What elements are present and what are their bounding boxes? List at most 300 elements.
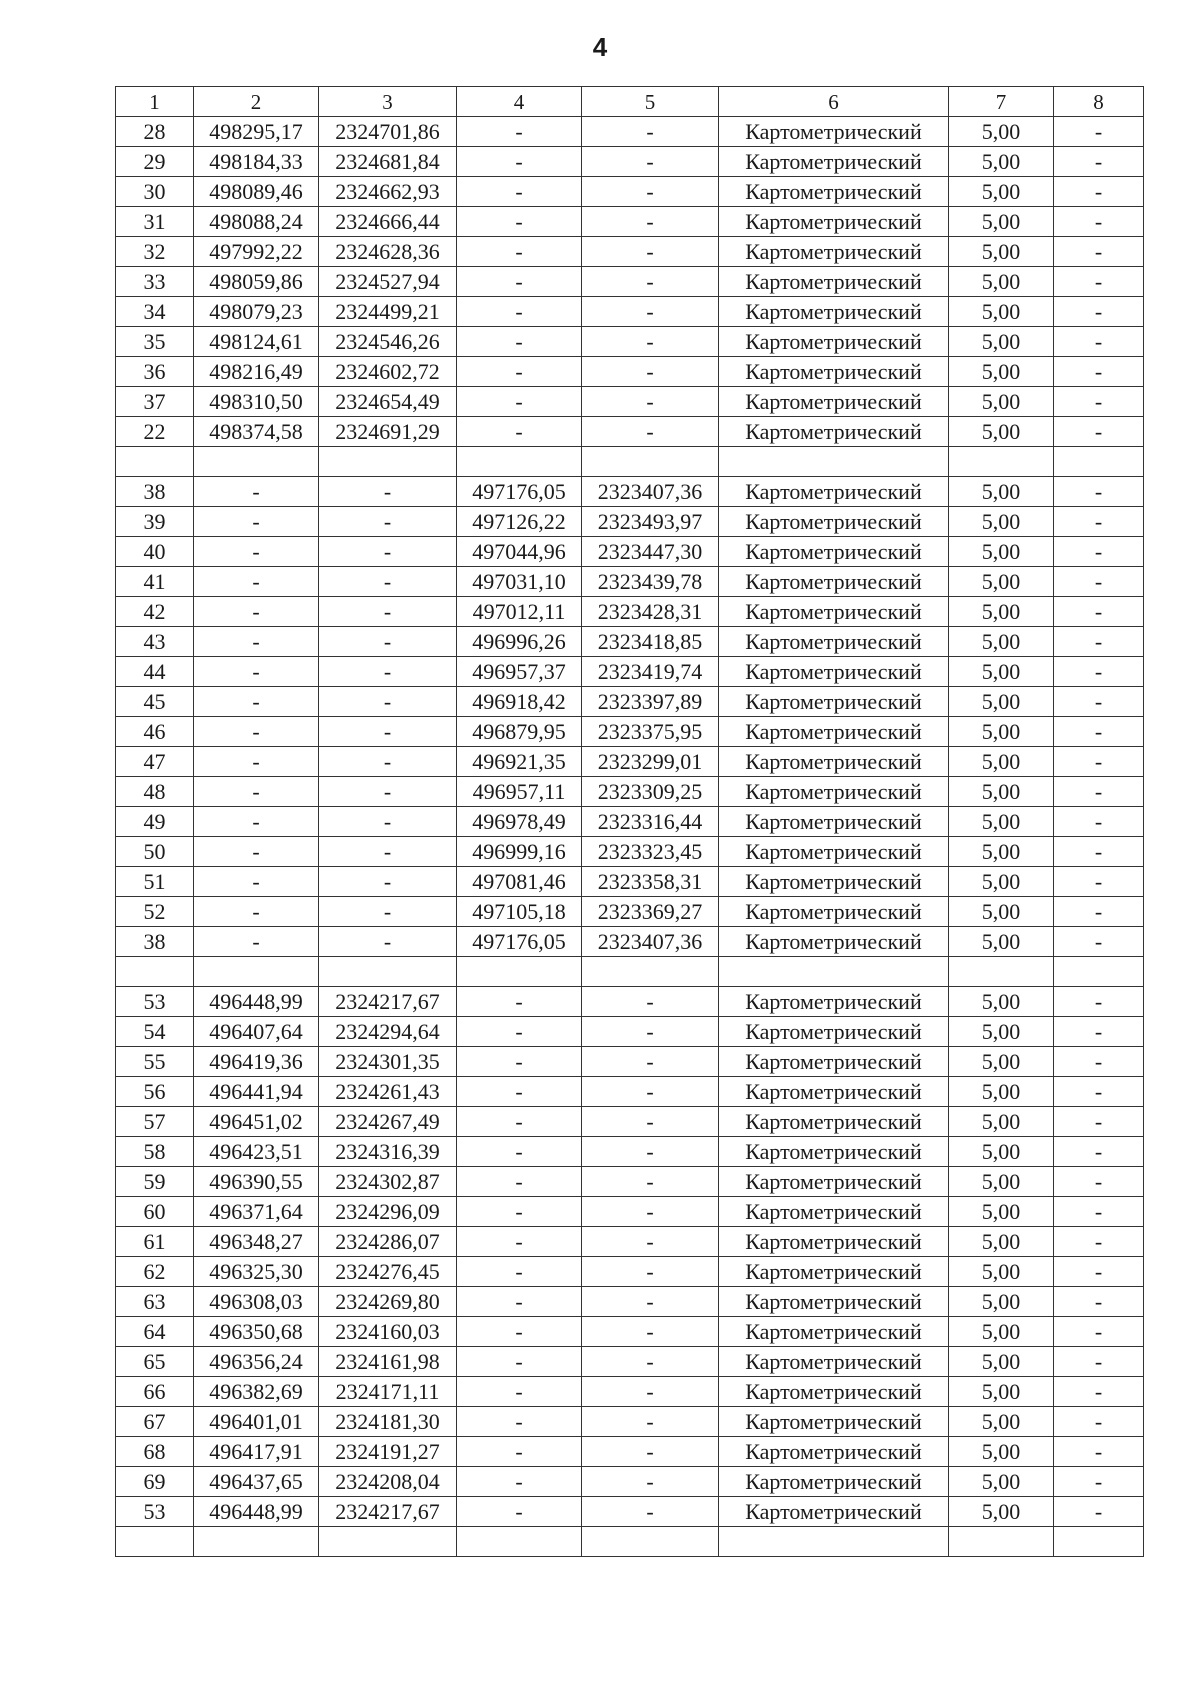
table-cell: 496441,94 [194,1077,319,1107]
page-number: 4 [592,32,608,62]
table-cell: 5,00 [949,387,1054,417]
table-cell: - [319,477,457,507]
table-cell [949,447,1054,477]
table-cell: Картометрический [719,1107,949,1137]
table-cell: - [1054,687,1144,717]
table-cell: 2323299,01 [582,747,719,777]
table-cell: - [582,237,719,267]
table-cell: 64 [116,1317,194,1347]
table-cell: 5,00 [949,1497,1054,1527]
table-cell: 2323309,25 [582,777,719,807]
table-cell: 496978,49 [457,807,582,837]
table-cell: Картометрический [719,597,949,627]
table-cell: - [1054,267,1144,297]
table-cell: 497031,10 [457,567,582,597]
table-cell: 65 [116,1347,194,1377]
table-cell: 5,00 [949,1437,1054,1467]
table-cell: - [1054,1077,1144,1107]
table-cell: 5,00 [949,1347,1054,1377]
table-cell: - [1054,507,1144,537]
table-row [116,627,1144,657]
table-cell: - [194,657,319,687]
table-cell: 60 [116,1197,194,1227]
table-cell: - [1054,897,1144,927]
table-cell: - [1054,1317,1144,1347]
table-cell: Картометрический [719,867,949,897]
table-cell: 498079,23 [194,297,319,327]
table-separator-row [116,957,1144,987]
table-cell: 5,00 [949,117,1054,147]
table-cell: 496957,11 [457,777,582,807]
table-cell: 2323447,30 [582,537,719,567]
table-cell: 61 [116,1227,194,1257]
table-cell: 497176,05 [457,927,582,957]
table-cell: - [457,1137,582,1167]
table-cell: Картометрический [719,627,949,657]
table-row [116,1197,1144,1227]
table-cell: - [1054,1107,1144,1137]
table-cell: - [319,537,457,567]
table-cell: 496996,26 [457,627,582,657]
table-cell: - [457,1467,582,1497]
table-cell: 496419,36 [194,1047,319,1077]
table-cell: 31 [116,207,194,237]
table-cell: 5,00 [949,687,1054,717]
table-row [116,357,1144,387]
table-cell: 5,00 [949,417,1054,447]
table-cell: 496423,51 [194,1137,319,1167]
table-row [116,507,1144,537]
table-cell [457,957,582,987]
table-cell: 5,00 [949,1317,1054,1347]
table-cell: - [194,627,319,657]
table-cell: - [1054,747,1144,777]
table-cell [1054,1527,1144,1557]
table-separator-row [116,1527,1144,1557]
table-row [116,867,1144,897]
table-cell: 45 [116,687,194,717]
table-cell: Картометрический [719,357,949,387]
table-row [116,477,1144,507]
table-cell: Картометрический [719,147,949,177]
table-cell: - [457,1227,582,1257]
table-cell: - [582,327,719,357]
table-cell: 496921,35 [457,747,582,777]
table-cell: 5,00 [949,237,1054,267]
table-row [116,717,1144,747]
table-cell: - [1054,357,1144,387]
table-cell: 66 [116,1377,194,1407]
table-cell: 5,00 [949,1107,1054,1137]
table-cell: 5,00 [949,1257,1054,1287]
table-cell: Картометрический [719,1257,949,1287]
table-cell: Картометрический [719,117,949,147]
table-cell [949,957,1054,987]
table-cell: - [1054,297,1144,327]
table-row [116,1467,1144,1497]
table-cell: - [457,147,582,177]
table-cell: 496918,42 [457,687,582,717]
table-cell: - [1054,1347,1144,1377]
column-number-header: 6 [719,87,949,117]
table-cell: 49 [116,807,194,837]
table-row [116,927,1144,957]
table-cell [194,957,319,987]
table-cell: - [194,867,319,897]
table-cell: - [457,207,582,237]
table-cell: 5,00 [949,357,1054,387]
table-cell: 5,00 [949,1137,1054,1167]
table-cell: 2323439,78 [582,567,719,597]
table-cell: - [1054,1257,1144,1287]
table-cell: 5,00 [949,597,1054,627]
table-cell: 5,00 [949,327,1054,357]
table-cell: 2324302,87 [319,1167,457,1197]
table-cell: - [457,1497,582,1527]
table-cell: Картометрический [719,807,949,837]
table-cell: Картометрический [719,477,949,507]
table-cell [457,447,582,477]
table-cell: 2324691,29 [319,417,457,447]
table-cell: - [457,267,582,297]
table-cell: - [457,1377,582,1407]
table-cell: - [457,1287,582,1317]
table-cell: 5,00 [949,147,1054,177]
table-cell: 2324602,72 [319,357,457,387]
table-row [116,177,1144,207]
table-cell: Картометрический [719,1017,949,1047]
table-cell: 2324171,11 [319,1377,457,1407]
table-cell [582,957,719,987]
table-cell: - [582,267,719,297]
table-cell: - [194,777,319,807]
table-header-row [116,87,1144,117]
column-number-header: 5 [582,87,719,117]
table-row [116,297,1144,327]
table-cell: Картометрический [719,1407,949,1437]
table-cell: - [457,297,582,327]
table-cell: Картометрический [719,747,949,777]
table-cell: - [1054,387,1144,417]
table-cell: 5,00 [949,267,1054,297]
table-cell: - [457,117,582,147]
table-cell: - [582,1257,719,1287]
table-cell: 2324296,09 [319,1197,457,1227]
table-cell: 2324546,26 [319,327,457,357]
table-row [116,1437,1144,1467]
table-cell: - [582,297,719,327]
table-cell [949,1527,1054,1557]
table-cell: 496407,64 [194,1017,319,1047]
table-cell: Картометрический [719,1047,949,1077]
table-cell: 5,00 [949,1287,1054,1317]
table-cell: - [1054,1017,1144,1047]
table-cell: 498295,17 [194,117,319,147]
table-row [116,387,1144,417]
table-cell: 497992,22 [194,237,319,267]
table-cell: - [457,417,582,447]
table-cell [719,1527,949,1557]
table-cell: - [1054,1377,1144,1407]
table-cell: 30 [116,177,194,207]
table-row [116,1077,1144,1107]
table-cell: - [457,1437,582,1467]
table-cell: - [1054,807,1144,837]
table-row [116,657,1144,687]
table-cell: 5,00 [949,1467,1054,1497]
table-row [116,1257,1144,1287]
table-cell: 48 [116,777,194,807]
table-cell: 2323316,44 [582,807,719,837]
table-cell: Картометрический [719,1077,949,1107]
table-cell: 496451,02 [194,1107,319,1137]
table-cell [319,447,457,477]
table-cell: 22 [116,417,194,447]
table-cell: 2323397,89 [582,687,719,717]
table-cell: - [194,747,319,777]
table-cell: 498374,58 [194,417,319,447]
table-cell: - [582,1107,719,1137]
table-cell: 2324161,98 [319,1347,457,1377]
table-cell: - [1054,837,1144,867]
table-cell: Картометрический [719,1287,949,1317]
table-cell: - [1054,657,1144,687]
coordinates-table [115,86,1144,1557]
table-cell [116,447,194,477]
table-cell: 498059,86 [194,267,319,297]
table-cell: 5,00 [949,927,1054,957]
table-cell: - [1054,477,1144,507]
table-cell: 5,00 [949,987,1054,1017]
table-cell: - [319,717,457,747]
table-cell: - [319,927,457,957]
table-cell: 56 [116,1077,194,1107]
table-row [116,1167,1144,1197]
table-cell: 496437,65 [194,1467,319,1497]
table-row [116,567,1144,597]
table-row [116,1137,1144,1167]
table-cell: 53 [116,987,194,1017]
table-cell: 496348,27 [194,1227,319,1257]
table-cell: - [582,1347,719,1377]
table-cell: - [457,987,582,1017]
table-cell: 5,00 [949,867,1054,897]
table-cell: 497081,46 [457,867,582,897]
table-cell: 33 [116,267,194,297]
table-cell: - [582,357,719,387]
table-cell [1054,957,1144,987]
table-cell: 2324217,67 [319,1497,457,1527]
table-cell: - [1054,987,1144,1017]
table-row [116,837,1144,867]
table-cell: 496879,95 [457,717,582,747]
table-cell: 2324208,04 [319,1467,457,1497]
table-cell: 5,00 [949,1047,1054,1077]
table-cell: 67 [116,1407,194,1437]
table-cell: 496448,99 [194,987,319,1017]
table-cell: Картометрический [719,1467,949,1497]
table-cell: Картометрический [719,417,949,447]
table-cell: 498088,24 [194,207,319,237]
table-cell: 5,00 [949,1167,1054,1197]
table-cell: 496401,01 [194,1407,319,1437]
table-cell: 35 [116,327,194,357]
table-cell: 5,00 [949,1197,1054,1227]
table-cell: 39 [116,507,194,537]
table-cell: - [582,1047,719,1077]
table-cell: 2323358,31 [582,867,719,897]
table-cell: 2324269,80 [319,1287,457,1317]
table-cell: Картометрический [719,267,949,297]
table-cell: - [319,807,457,837]
table-cell: - [319,627,457,657]
table-cell: 5,00 [949,777,1054,807]
table-cell: Картометрический [719,1167,949,1197]
table-cell: Картометрический [719,297,949,327]
table-cell: 496382,69 [194,1377,319,1407]
table-cell: 496308,03 [194,1287,319,1317]
table-cell: - [194,567,319,597]
table-cell: Картометрический [719,1197,949,1227]
table-cell: 496390,55 [194,1167,319,1197]
table-cell: - [194,837,319,867]
table-cell: 496448,99 [194,1497,319,1527]
table-cell: 2324301,35 [319,1047,457,1077]
table-cell: Картометрический [719,507,949,537]
table-cell: 2324267,49 [319,1107,457,1137]
table-cell: - [1054,1197,1144,1227]
table-cell: - [582,117,719,147]
table-cell: Картометрический [719,717,949,747]
table-cell: 50 [116,837,194,867]
table-cell: - [582,417,719,447]
column-number-header: 8 [1054,87,1144,117]
table-cell: - [1054,1467,1144,1497]
table-cell: - [457,1017,582,1047]
table-cell: Картометрический [719,927,949,957]
table-cell: 2323418,85 [582,627,719,657]
table-row [116,117,1144,147]
table-cell: 5,00 [949,1407,1054,1437]
table-cell: Картометрический [719,207,949,237]
table-cell [582,447,719,477]
table-cell: Картометрический [719,1137,949,1167]
table-cell: 5,00 [949,717,1054,747]
table-cell: 2324191,27 [319,1437,457,1467]
column-number-header: 7 [949,87,1054,117]
table-cell: 5,00 [949,207,1054,237]
table-cell: 2324662,93 [319,177,457,207]
table-cell: - [582,1467,719,1497]
table-cell: - [582,987,719,1017]
table-cell: 5,00 [949,627,1054,657]
table-cell: 2323375,95 [582,717,719,747]
table-cell: - [457,1347,582,1377]
column-number-header: 4 [457,87,582,117]
table-cell: - [1054,117,1144,147]
table-cell: - [1054,1437,1144,1467]
table-cell: 57 [116,1107,194,1137]
table-row [116,1047,1144,1077]
table-cell: - [582,1437,719,1467]
table-cell: 69 [116,1467,194,1497]
table-row [116,1107,1144,1137]
table-cell: 38 [116,477,194,507]
table-cell: 5,00 [949,807,1054,837]
table-cell: 2323407,36 [582,927,719,957]
table-cell: 2323407,36 [582,477,719,507]
table-cell: - [582,1317,719,1347]
table-cell [116,957,194,987]
table-cell: 58 [116,1137,194,1167]
table-cell: 2324286,07 [319,1227,457,1257]
table-cell: 498310,50 [194,387,319,417]
table-cell: 44 [116,657,194,687]
table-cell: - [582,1167,719,1197]
table-row [116,687,1144,717]
table-cell: - [582,1497,719,1527]
table-cell: Картометрический [719,1437,949,1467]
table-cell: - [319,747,457,777]
table-cell: 2324701,86 [319,117,457,147]
table-row [116,1347,1144,1377]
table-cell: - [457,387,582,417]
table-cell: 5,00 [949,1017,1054,1047]
table-cell: - [1054,1167,1144,1197]
table-cell: 497105,18 [457,897,582,927]
table-cell: 55 [116,1047,194,1077]
table-cell: 2324294,64 [319,1017,457,1047]
table-cell: Картометрический [719,1317,949,1347]
table-cell [194,447,319,477]
table-cell: - [1054,327,1144,357]
table-cell: 63 [116,1287,194,1317]
table-cell: 2323428,31 [582,597,719,627]
table-cell: 29 [116,147,194,177]
table-cell: - [457,1197,582,1227]
table-cell: - [319,867,457,897]
table-row [116,237,1144,267]
table-cell: 2323323,45 [582,837,719,867]
table-cell: Картометрический [719,537,949,567]
table-cell: Картометрический [719,777,949,807]
table-cell: 498124,61 [194,327,319,357]
table-cell: 38 [116,927,194,957]
table-cell: 2323369,27 [582,897,719,927]
table-cell: Картометрический [719,177,949,207]
table-cell: Картометрический [719,897,949,927]
table-cell [457,1527,582,1557]
table-cell: 40 [116,537,194,567]
table-cell: - [457,1167,582,1197]
table-cell [319,1527,457,1557]
table-cell: - [457,1077,582,1107]
table-cell: 2324654,49 [319,387,457,417]
table-row [116,1407,1144,1437]
table-cell: 43 [116,627,194,657]
table-cell: - [1054,237,1144,267]
table-cell: - [1054,1227,1144,1257]
table-cell: - [1054,1287,1144,1317]
table-cell: - [1054,597,1144,627]
table-cell: - [582,1227,719,1257]
table-cell: - [319,687,457,717]
table-cell: 2324181,30 [319,1407,457,1437]
table-cell: - [1054,177,1144,207]
table-cell: Картометрический [719,1497,949,1527]
table-cell: 498184,33 [194,147,319,177]
table-cell: - [1054,567,1144,597]
